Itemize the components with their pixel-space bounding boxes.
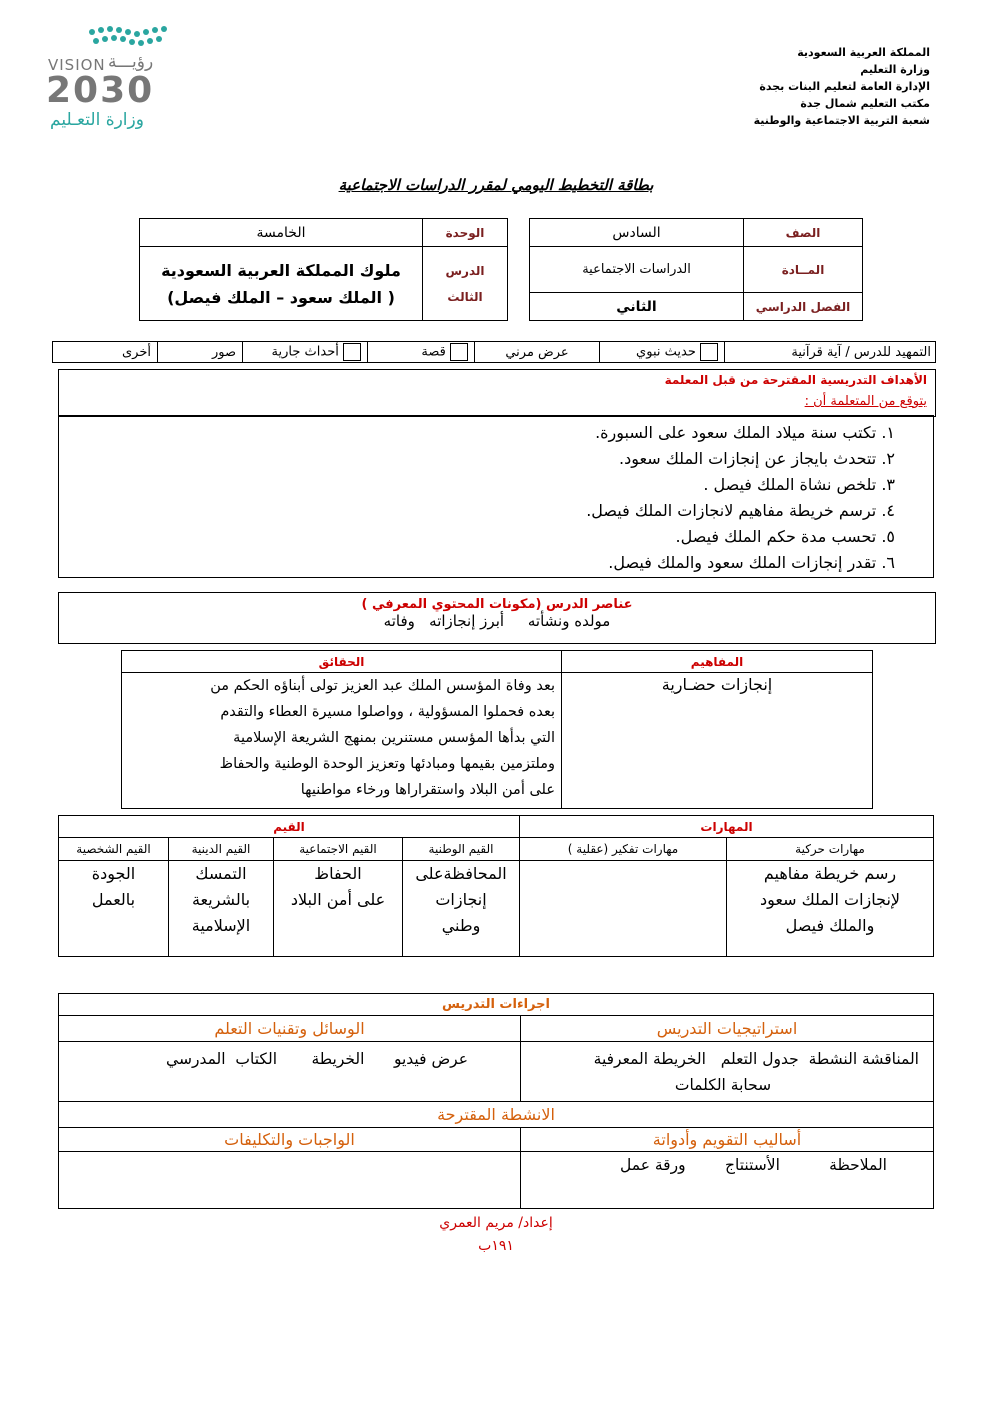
religious-values-header: القيم الدينية xyxy=(169,838,274,861)
intro-checkbox[interactable] xyxy=(450,343,468,361)
grade-value: السادس xyxy=(530,219,744,247)
intro-option: حديث نبوي xyxy=(636,344,696,360)
fact-line: التي بدأها المؤسس مستنرين بمنهج الشريعة الإسلامية xyxy=(233,730,555,746)
motor-skill-line: والملك فيصل xyxy=(785,916,875,935)
fact-line: وملتزمين بقيمها ومبادئها وتعزيز الوحدة الوطنية والحفاظ xyxy=(219,756,555,772)
assessment-value: الملاحظة الأستنتاج ورقة عمل xyxy=(521,1152,934,1209)
facts-table xyxy=(121,650,873,809)
skills-values-table xyxy=(58,815,934,957)
personal-values-header: القيم الشخصية xyxy=(59,838,169,861)
header-line: وزارة التعليم xyxy=(860,63,930,76)
ministry-name: وزارة التعـليم xyxy=(50,110,144,130)
vision-logo xyxy=(44,22,174,132)
thinking-skills-header: مهارات تفكير (عقلية ) xyxy=(520,838,727,861)
objectives-title: الأهداف التدريسية المقترحة من قبل المعلمة xyxy=(664,373,927,387)
vision-text: VISION xyxy=(48,56,106,74)
header-line: مكتب التعليم شمال جدة xyxy=(800,97,930,110)
lesson-elements-title: عناصر الدرس (مكونات المحتوي المعرفي ) xyxy=(361,597,633,612)
lesson-subtitle: ( الملك سعود – الملك فيصل) xyxy=(167,287,395,307)
lesson-elements-box xyxy=(58,592,936,644)
intro-option: أحداث جارية xyxy=(271,344,339,360)
homework-value xyxy=(59,1152,521,1209)
vision-dots-icon xyxy=(44,22,174,56)
fact-line: على أمن البلاد واستقراراها ورخاء مواطنيها xyxy=(300,782,555,798)
intro-option: صور xyxy=(158,342,243,363)
objective-item: ٤. ترسم خريطة مفاهيم لانجازات الملك فيصل. xyxy=(586,501,895,520)
fact-line: بعد وفاة المؤسس الملك عبد العزيز تولى أبناؤه الحكم من xyxy=(210,678,555,694)
motor-skills-header: مهارات حركية xyxy=(727,838,934,861)
lesson-title: ملوك المملكة العربية السعودية xyxy=(161,260,401,280)
intro-option: أخرى xyxy=(53,342,158,363)
skills-label: المهارات xyxy=(520,816,934,838)
objective-item: ١. تكتب سنة ميلاد الملك سعود على السبورة. xyxy=(595,423,895,442)
religious-value-line: الإسلامية xyxy=(191,916,251,935)
lesson-number: الثالث xyxy=(447,289,483,304)
facts-label: الحقائق xyxy=(122,651,562,673)
strategies-line: سحابة الكلمات xyxy=(674,1076,772,1094)
activities-label: الانشطة المقترحة xyxy=(59,1102,934,1128)
objective-item: ٢. تتحدث بايجاز عن إنجازات الملك سعود. xyxy=(619,449,895,468)
page-title: بطاقة التخطيط اليومي لمقرر الدراسات الاجتماعية xyxy=(338,176,654,194)
unit-label: الوحدة xyxy=(423,219,508,247)
concepts-value: إنجازات حضـارية xyxy=(562,673,873,809)
media-value: عرض فيديو الخريطة الكتاب المدرسي xyxy=(59,1042,521,1102)
assessment-label: أساليب التقويم وأدواتة xyxy=(521,1128,934,1152)
procedures-table xyxy=(58,993,934,1209)
vision-ar: رؤيـــة xyxy=(108,52,154,72)
intro-checkbox[interactable] xyxy=(700,343,718,361)
national-value-line: إنجازات xyxy=(435,890,487,909)
unit-value: الخامسة xyxy=(140,219,423,247)
thinking-skills-value xyxy=(520,861,727,957)
religious-value-line: التمسك xyxy=(195,864,247,883)
header-line: شعبة التربية الاجتماعية والوطنية xyxy=(753,114,930,127)
motor-skill-line: رسم خريطة مفاهيم xyxy=(763,864,897,883)
objective-item: ٦. تقدر إنجازات الملك سعود والملك فيصل. xyxy=(608,553,895,572)
intro-option: عرض مرني xyxy=(475,342,600,363)
intro-checkbox[interactable] xyxy=(343,343,361,361)
intro-option: قصة xyxy=(421,344,446,360)
concepts-label: المفاهيم xyxy=(562,651,873,673)
national-values-header: القيم الوطنية xyxy=(403,838,520,861)
homework-label: الواجبات والتكليفات xyxy=(59,1128,521,1152)
term-value: الثاني xyxy=(530,293,744,321)
media-label: الوسائل وتقنيات التعلم xyxy=(59,1016,521,1042)
objectives-list xyxy=(58,415,934,578)
intro-row xyxy=(52,341,936,363)
prepared-by: إعداد/ مريم العمري xyxy=(439,1215,553,1231)
footer-code: ١٩١ب xyxy=(478,1238,514,1254)
procedures-title: اجراءات التدريس xyxy=(59,994,934,1016)
lesson-elements-content: مولده ونشأته أبرز إنجازاته وفاته xyxy=(383,612,611,630)
objectives-subtitle: يتوقع من المتعلمة أن : xyxy=(804,394,927,409)
religious-value-line: بالشريعة xyxy=(191,890,251,909)
vision-year: 2030 xyxy=(46,70,155,111)
national-value-line: المحافظةعلى xyxy=(415,864,507,883)
fact-line: بعده فحملوا المسؤولية ، وواصلوا مسيرة العطاء والتقدم xyxy=(220,704,555,720)
strategies-line: المناقشة النشطة جدول التعلم الخريطة المعرفية xyxy=(593,1050,919,1068)
intro-label: التمهيد للدرس / آية قرآنية xyxy=(725,342,936,363)
header-line: الإدارة العامة لتعليم البنات بجدة xyxy=(759,80,930,93)
national-value-line: وطني xyxy=(441,916,481,935)
social-value-line: الحفاظ xyxy=(314,864,362,883)
personal-value-line: الجودة xyxy=(91,864,136,883)
info-table-right xyxy=(529,218,863,321)
objective-item: ٣. تلخص نشاة الملك فيصل . xyxy=(703,475,895,494)
strategies-label: استراتيجيات التدريس xyxy=(521,1016,934,1042)
grade-label: الصف xyxy=(744,219,863,247)
header-line: المملكة العربية السعودية xyxy=(797,46,930,59)
motor-skill-line: لإنجازات الملك سعود xyxy=(759,890,901,909)
subject-value: الدراسات الاجتماعية xyxy=(530,247,744,293)
social-value-line: على أمن البلاد xyxy=(290,890,386,909)
social-values-header: القيم الاجتماعية xyxy=(274,838,403,861)
objective-item: ٥. تحسب مدة حكم الملك فيصل. xyxy=(675,527,895,546)
header-block xyxy=(690,44,930,129)
info-table-left xyxy=(139,218,508,321)
personal-value-line: بالعمل xyxy=(91,890,136,909)
values-label: القيم xyxy=(59,816,520,838)
subject-label: المــادة xyxy=(744,247,863,293)
lesson-label: الدرس xyxy=(445,263,485,278)
objectives-header-box xyxy=(58,369,936,417)
term-label: الفصل الدراسي xyxy=(744,293,863,321)
